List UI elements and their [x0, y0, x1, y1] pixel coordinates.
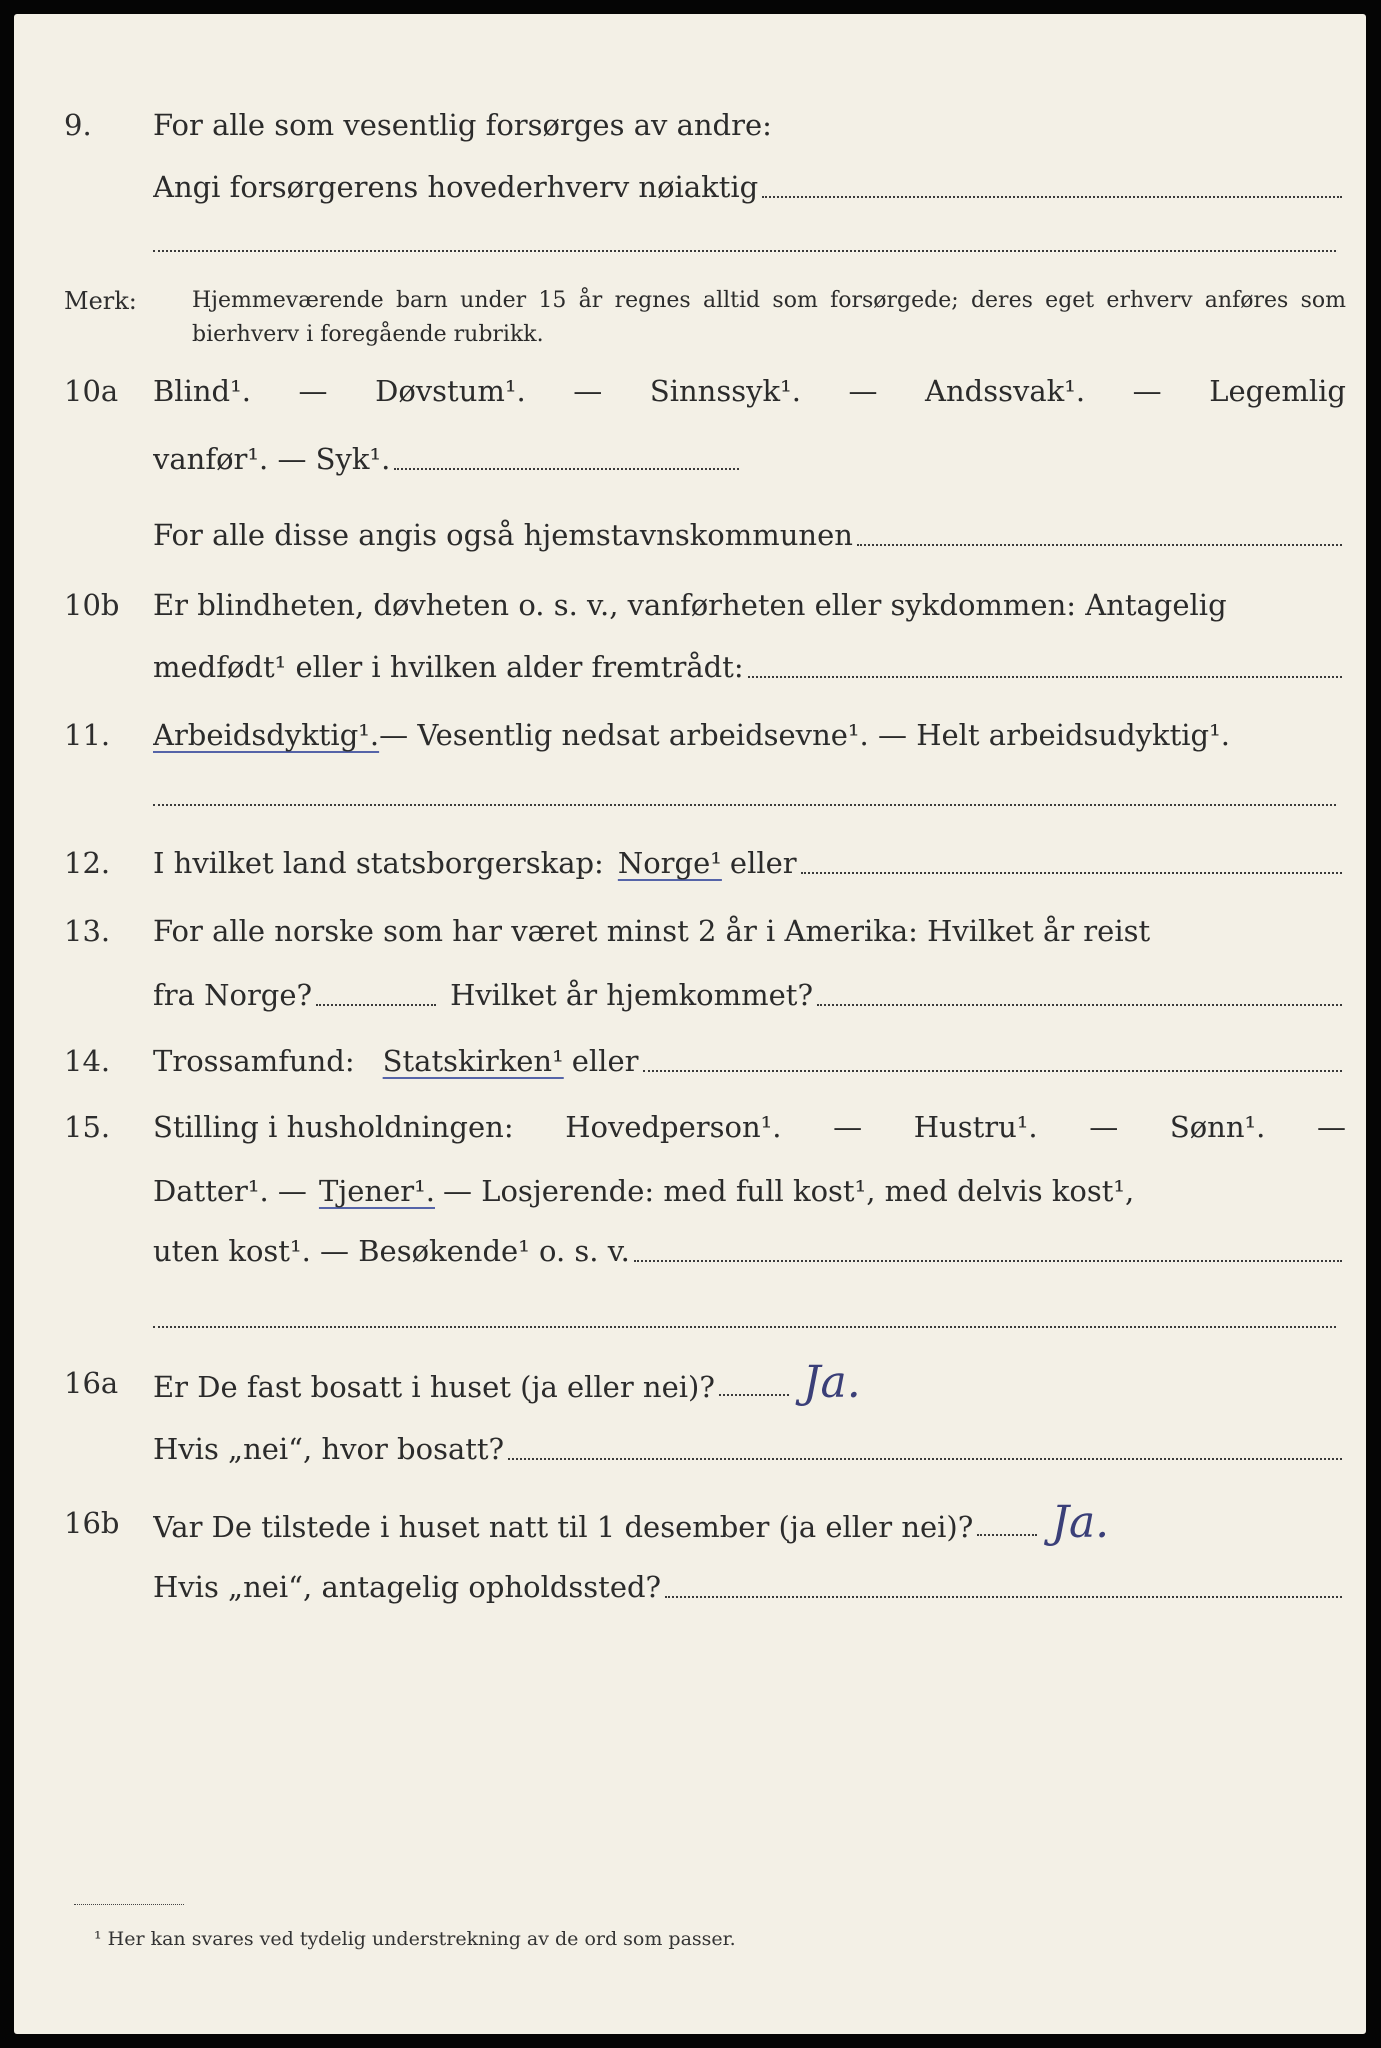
- q15-fill-line[interactable]: [634, 1260, 1342, 1262]
- q15-blank-line[interactable]: [153, 1326, 1336, 1328]
- q15-losjerende[interactable]: — Losjerende: med full kost¹, med delvis kost¹,: [442, 1174, 1135, 1208]
- merk-label: Merk:: [64, 287, 137, 315]
- dash: —: [833, 1110, 863, 1144]
- q10a-kommune-fill-line[interactable]: [857, 544, 1342, 546]
- q16a-handwritten-answer[interactable]: Ja.: [802, 1360, 861, 1408]
- q14-number: 14.: [64, 1044, 111, 1078]
- q16a-text-2: Hvis „nei“, hvor bosatt?: [153, 1432, 505, 1466]
- q14-prefix: Trossamfund:: [153, 1044, 355, 1078]
- q9-row-1: [14, 102, 1366, 148]
- q11-other-options[interactable]: — Vesentlig nedsat arbeidsevne¹. — Helt arbeidsudyktig¹.: [379, 718, 1230, 752]
- q16b-handwritten-answer[interactable]: Ja.: [1051, 1500, 1110, 1548]
- q10a-fill-line[interactable]: [394, 468, 739, 470]
- q16b-fill-line[interactable]: [977, 1534, 1037, 1536]
- q10a-text-2: vanfør¹. — Syk¹.: [153, 442, 391, 476]
- option-sinnssyk[interactable]: Sinnssyk¹.: [649, 374, 801, 408]
- dash: —: [573, 374, 603, 408]
- q9-text-2: Angi forsørgerens hovederhverv nøiaktig: [153, 170, 759, 204]
- dash: —: [848, 374, 878, 408]
- q10b-text-2: medfødt¹ eller i hvilken alder fremtrådt:: [153, 650, 744, 684]
- q15-text-3: uten kost¹. — Besøkende¹ o. s. v.: [153, 1234, 630, 1268]
- q10b-text-1: Er blindheten, døvheten o. s. v., vanførheten eller sykdommen: Antagelig: [153, 588, 1227, 622]
- q9-fill-line[interactable]: [762, 196, 1342, 198]
- option-sonn[interactable]: Sønn¹.: [1169, 1110, 1266, 1144]
- q13-hjemkommet-fill-line[interactable]: [817, 1004, 1342, 1006]
- q15-label: Stilling i husholdningen:: [153, 1110, 514, 1144]
- q16a-bosatt-fill-line[interactable]: [508, 1458, 1342, 1460]
- q15-number: 15.: [64, 1110, 111, 1144]
- q9-row-2: [14, 164, 1366, 210]
- q16a-row-1: [14, 1360, 1366, 1406]
- q16a-number: 16a: [64, 1366, 119, 1400]
- option-blind[interactable]: Blind¹.: [153, 374, 251, 408]
- q14-eller: eller: [571, 1044, 639, 1078]
- q11-blank-line[interactable]: [153, 804, 1336, 806]
- q10b-row-1: [14, 582, 1366, 628]
- q16b-row-1: [14, 1500, 1366, 1546]
- q16a-fill-line[interactable]: [719, 1394, 789, 1396]
- dash: —: [1316, 1110, 1346, 1144]
- option-norge[interactable]: Norge¹: [617, 846, 722, 880]
- q10a-number: 10a: [64, 374, 119, 408]
- q13-text-1: For alle norske som har været minst 2 år i Amerika: Hvilket år reist: [153, 914, 1151, 948]
- q16a-text-1: Er De fast bosatt i huset (ja eller nei)?: [153, 1370, 715, 1404]
- option-dovstum[interactable]: Døvstum¹.: [375, 374, 526, 408]
- merk-text: Hjemmeværende barn under 15 år regnes alltid som forsørgede; deres eget erhverv anføres som bierhverv i foregående rubrikk.: [192, 288, 1346, 347]
- q16b-number: 16b: [64, 1506, 120, 1540]
- q12-prefix: I hvilket land statsborgerskap:: [153, 846, 604, 880]
- dash: —: [298, 374, 328, 408]
- q9-blank-line[interactable]: [153, 250, 1336, 252]
- q10a-row-1: [14, 368, 1366, 414]
- q16b-text-2: Hvis „nei“, antagelig opholdssted?: [153, 1570, 662, 1604]
- q15-row-1: [14, 1104, 1366, 1150]
- q10a-text-3: For alle disse angis også hjemstavnskommunen: [153, 518, 853, 552]
- option-andssvak[interactable]: Andssvak¹.: [925, 374, 1086, 408]
- q15-row-3: [14, 1228, 1366, 1274]
- q12-fill-line[interactable]: [801, 872, 1342, 874]
- q16b-text-1: Var De tilstede i huset natt til 1 desember (ja eller nei)?: [153, 1510, 974, 1544]
- q9-number: 9.: [64, 108, 92, 142]
- q12-number: 12.: [64, 846, 111, 880]
- option-hovedperson[interactable]: Hovedperson¹.: [565, 1110, 782, 1144]
- q13-reist-fill-line[interactable]: [316, 1004, 436, 1006]
- q10a-row-3: [14, 512, 1366, 558]
- q11-row: [14, 712, 1366, 758]
- option-legemlig[interactable]: Legemlig: [1209, 374, 1346, 408]
- footnote-divider: [74, 1904, 184, 1905]
- merk-note: [14, 284, 1366, 356]
- q12-eller: eller: [729, 846, 797, 880]
- q13-row-1: [14, 908, 1366, 954]
- q9-text-1: For alle som vesentlig forsørges av andre:: [153, 108, 772, 142]
- q13-hjemkommet: Hvilket år hjemkommet?: [450, 978, 814, 1012]
- dash: —: [1089, 1110, 1119, 1144]
- q15-row-2: [14, 1168, 1366, 1214]
- q10b-fill-line[interactable]: [748, 676, 1342, 678]
- q16a-row-2: [14, 1426, 1366, 1472]
- q10b-number: 10b: [64, 588, 120, 622]
- option-statskirken[interactable]: Statskirken¹: [382, 1044, 564, 1078]
- option-tjener[interactable]: Tjener¹.: [318, 1174, 435, 1208]
- q10a-row-2: [14, 436, 1366, 482]
- q16b-row-2: [14, 1564, 1366, 1610]
- option-arbeidsdyktig[interactable]: Arbeidsdyktig¹.: [153, 718, 380, 752]
- q13-reist: fra Norge?: [153, 978, 313, 1012]
- option-hustru[interactable]: Hustru¹.: [913, 1110, 1038, 1144]
- q14-fill-line[interactable]: [643, 1070, 1343, 1072]
- q16b-opholdssted-fill-line[interactable]: [665, 1596, 1342, 1598]
- option-datter[interactable]: Datter¹. —: [153, 1174, 307, 1208]
- q11-number: 11.: [64, 718, 111, 752]
- census-form-page: [14, 14, 1366, 2034]
- q12-row: [14, 840, 1366, 886]
- q10b-row-2: [14, 644, 1366, 690]
- q13-number: 13.: [64, 914, 111, 948]
- q14-row: [14, 1038, 1366, 1084]
- dash: —: [1132, 374, 1162, 408]
- q13-row-2: [14, 972, 1366, 1018]
- footnote: ¹ Her kan svares ved tydelig understrekning av de ord som passer.: [94, 1928, 736, 1950]
